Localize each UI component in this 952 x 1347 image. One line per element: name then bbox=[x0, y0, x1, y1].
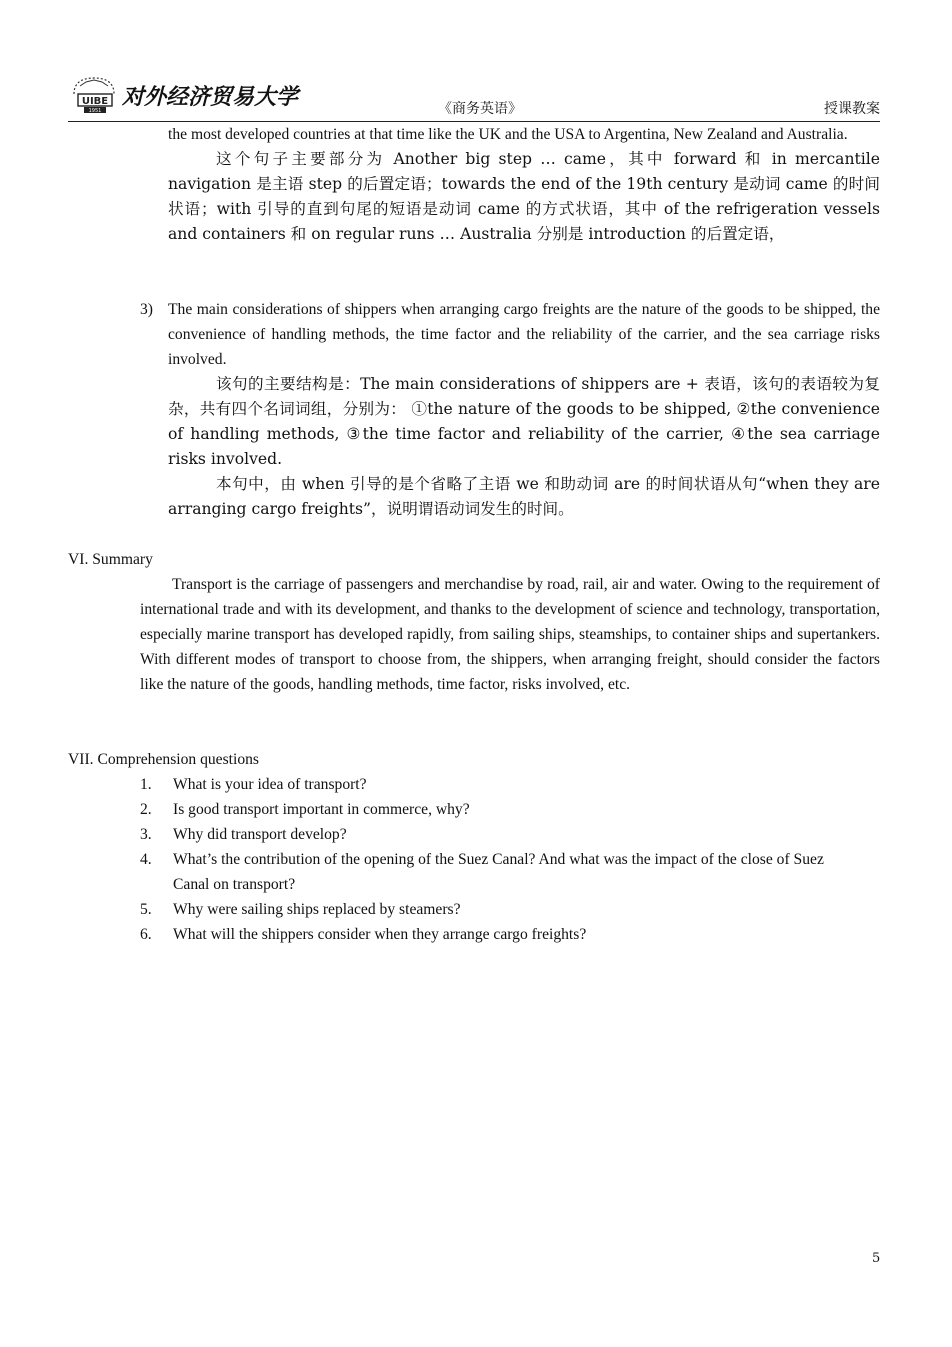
item-analysis-2: 本句中，由 when 引导的是个省略了主语 we 和助动词 are 的时间状语从句“when they are arranging cargo freights”，说明谓语动词发生的时间。 bbox=[168, 475, 880, 518]
seal-icon bbox=[74, 78, 114, 114]
question-number: 5. bbox=[140, 901, 152, 918]
question-text: What is your idea of transport? bbox=[173, 776, 367, 793]
item-sentence: The main considerations of shippers when arranging cargo freights are the nature of the goods to be shipped, the convenience of handling methods, the time factor and the reliability of the carrier, and the sea carriage risks involved. bbox=[168, 301, 880, 368]
item-analysis-1: 该句的主要结构是：The main considerations of shippers are + 表语，该句的表语较为复杂，共有四个名词词组，分别为： ①the nature of the goods to be shipped, ②the convenience of handling methods, ③the time factor and reliability of the carrier, ④the sea carriage risks involved. bbox=[168, 375, 880, 468]
list-item bbox=[140, 897, 880, 922]
question-text: Is good transport important in commerce, why? bbox=[173, 801, 470, 818]
svg-text:1951: 1951 bbox=[88, 108, 102, 114]
summary-text: Transport is the carriage of passengers and merchandise by road, rail, air and water. Owing to the requirement of international trade and with its development, and thanks to the development of science and technology, transportation, especially marine transport has developed rapidly, from sailing ships, steamships, to container ships and supertankers. With different modes of transport to choose from, the shippers, when arranging freight, should consider the factors like the nature of the goods, handling methods, time factor, risks involved, etc. bbox=[140, 576, 880, 693]
question-text: Why did transport develop? bbox=[173, 826, 347, 843]
university-logo bbox=[68, 72, 299, 116]
svg-text:UIBE: UIBE bbox=[81, 96, 109, 107]
questions-heading: VII. Comprehension questions bbox=[68, 751, 260, 768]
page-header bbox=[68, 70, 880, 122]
list-item bbox=[140, 822, 880, 847]
doc-type-label: 授课教案 bbox=[824, 101, 880, 117]
list-item bbox=[140, 797, 880, 822]
course-title: 《商务英语》 bbox=[438, 101, 522, 117]
list-item bbox=[140, 847, 863, 897]
continued-analysis: 这个句子主要部分为 Another big step … came，其中 forward 和 in mercantile navigation 是主语 step 的后置定语；towards the end of the 19th century 是动词 came 的时间状语；with 引导的直到句尾的短语是动词 came 的方式状语，其中 of the refrigeration vessels and containers 和 on regular runs … Australia 分别是 introduction 的后置定语， bbox=[168, 150, 880, 243]
question-number: 2. bbox=[140, 801, 152, 818]
sentence-item-3 bbox=[140, 297, 880, 522]
questions-list bbox=[140, 772, 880, 947]
question-number: 4. bbox=[140, 851, 152, 868]
summary-heading: VI. Summary bbox=[68, 551, 153, 568]
question-text: What will the shippers consider when they arrange cargo freights? bbox=[173, 926, 587, 943]
list-item bbox=[140, 922, 880, 947]
item-number: 3) bbox=[140, 301, 153, 318]
question-number: 3. bbox=[140, 826, 152, 843]
question-number: 1. bbox=[140, 776, 152, 793]
question-number: 6. bbox=[140, 926, 152, 943]
page-number: 5 bbox=[872, 1251, 881, 1266]
list-item bbox=[140, 772, 880, 797]
continued-line: the most developed countries at that time like the UK and the USA to Argentina, New Zealand and Australia. bbox=[168, 126, 848, 143]
svg-text:对外经济贸易大学: 对外经济贸易大学 bbox=[122, 84, 299, 110]
continued-sentence bbox=[168, 122, 880, 247]
question-text: Why were sailing ships replaced by steamers? bbox=[173, 901, 461, 918]
question-text: What’s the contribution of the opening of the Suez Canal? And what was the impact of the close of Suez Canal on transport? bbox=[173, 851, 824, 893]
